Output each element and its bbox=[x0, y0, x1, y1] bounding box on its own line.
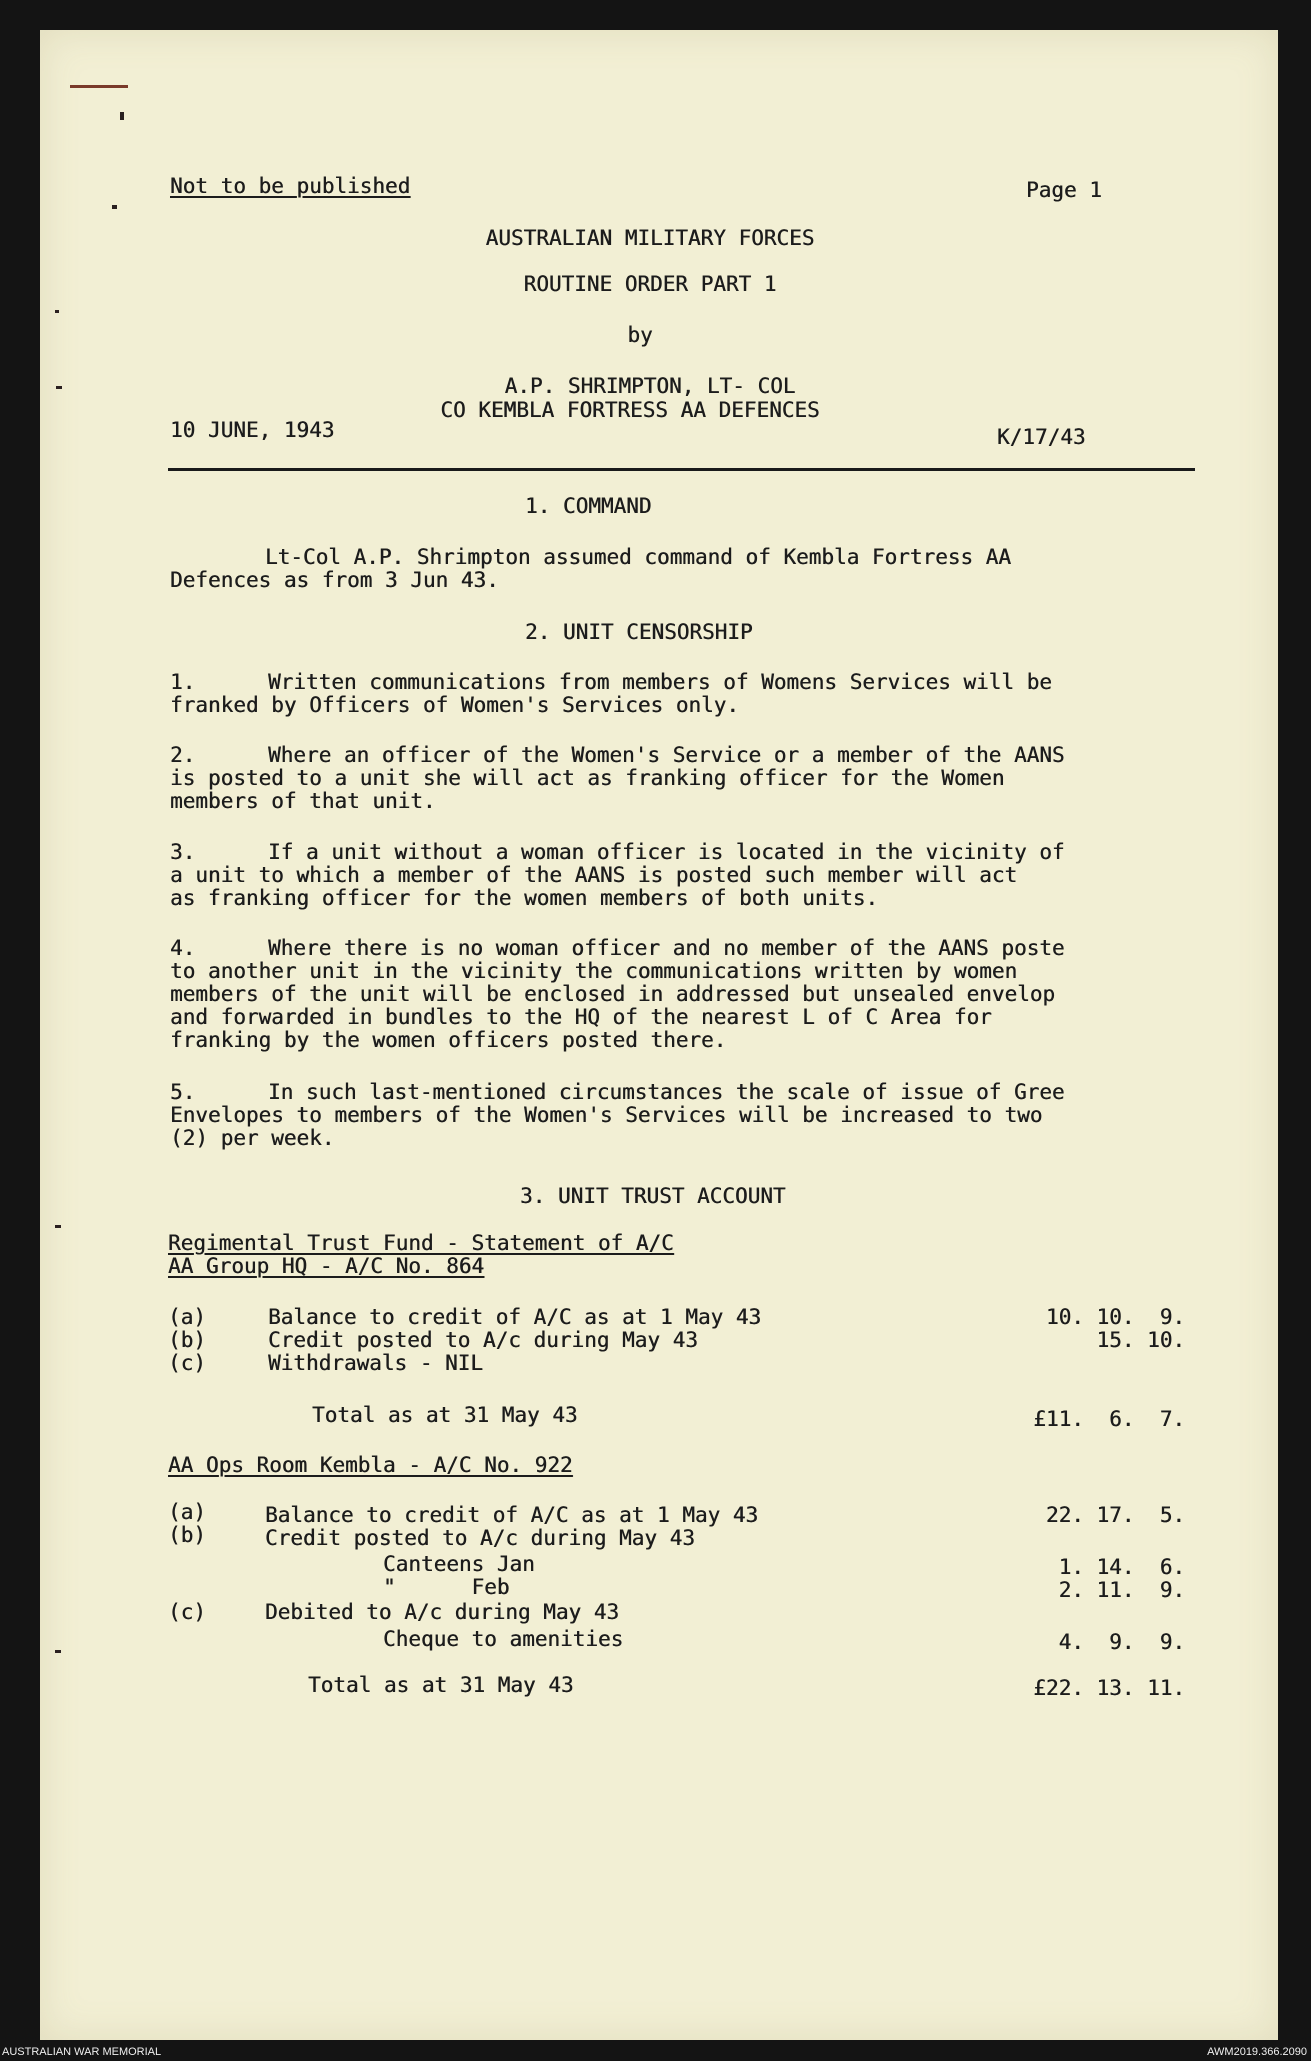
paragraph-text: In such last-mentioned circumstances the scale of issue of Gree bbox=[268, 1080, 1065, 1104]
order-title: ROUTINE ORDER PART 1 bbox=[523, 272, 777, 296]
entry-amount: 15. 10. bbox=[1096, 1328, 1185, 1352]
header-rule bbox=[168, 468, 1195, 471]
entry-label: (a) bbox=[168, 1500, 206, 1524]
paragraph-text: franked by Officers of Women's Services only. bbox=[170, 693, 739, 717]
section-1-text: Defences as from 3 Jun 43. bbox=[170, 568, 499, 592]
by-line: by bbox=[627, 323, 653, 347]
paragraph-number: 4. bbox=[170, 936, 196, 960]
fund-heading: Regimental Trust Fund - Statement of A/C bbox=[168, 1231, 674, 1255]
paragraph-number: 1. bbox=[170, 670, 196, 694]
entry-label: (b) bbox=[168, 1328, 206, 1352]
entry-text: Credit posted to A/c during May 43 bbox=[268, 1328, 698, 1352]
paragraph-text: franking by the women officers posted there. bbox=[170, 1028, 727, 1052]
total-label: Total as at 31 May 43 bbox=[308, 1673, 574, 1697]
restriction-notice: Not to be published bbox=[170, 174, 411, 198]
archive-credit: AUSTRALIAN WAR MEMORIAL bbox=[2, 2046, 162, 2058]
account-heading: AA Ops Room Kembla - A/C No. 922 bbox=[168, 1453, 573, 1477]
paragraph-text: Where an officer of the Women's Service or a member of the AANS bbox=[268, 743, 1065, 767]
total-amount: £11. 6. 7. bbox=[1033, 1407, 1185, 1431]
paragraph-text: is posted to a unit she will act as franking officer for the Women bbox=[170, 766, 1005, 790]
paragraph-text: a unit to which a member of the AANS is posted such member will act bbox=[170, 863, 1018, 887]
page-number: Page 1 bbox=[1026, 178, 1102, 202]
paragraph-text: members of the unit will be enclosed in addressed but unsealed envelop bbox=[170, 982, 1056, 1006]
order-date: 10 JUNE, 1943 bbox=[170, 418, 335, 442]
entry-amount: 22. 17. 5. bbox=[1045, 1503, 1185, 1527]
entry-amount: 10. 10. 9. bbox=[1045, 1305, 1185, 1329]
section-2-heading: 2. UNIT CENSORSHIP bbox=[525, 620, 753, 644]
paragraph-text: (2) per week. bbox=[170, 1126, 335, 1150]
entry-amount: 4. 9. 9. bbox=[1058, 1630, 1185, 1654]
entry-label: (a) bbox=[168, 1305, 206, 1329]
order-reference: K/17/43 bbox=[997, 425, 1086, 449]
entry-amount: 2. 11. 9. bbox=[1058, 1578, 1185, 1602]
account-heading: AA Group HQ - A/C No. 864 bbox=[168, 1254, 485, 1278]
total-label: Total as at 31 May 43 bbox=[312, 1403, 578, 1427]
paragraph-text: and forwarded in bundles to the HQ of the nearest L of C Area for bbox=[170, 1005, 992, 1029]
paragraph-number: 5. bbox=[170, 1080, 196, 1104]
margin-hole-mark bbox=[55, 310, 59, 313]
section-1-text: Lt-Col A.P. Shrimpton assumed command of Kembla Fortress AA bbox=[265, 545, 1011, 569]
organisation-title: AUSTRALIAN MILITARY FORCES bbox=[485, 226, 815, 250]
item-identifier: AWM2019.366.2090 bbox=[1207, 2046, 1307, 2058]
paragraph-number: 2. bbox=[170, 743, 196, 767]
section-1-heading: 1. COMMAND bbox=[525, 494, 652, 518]
paragraph-text: members of that unit. bbox=[170, 789, 436, 813]
paragraph-text: to another unit in the vicinity the communications written by women bbox=[170, 959, 1018, 983]
margin-hole-mark bbox=[120, 112, 124, 120]
officer-name: A.P. SHRIMPTON, LT- COL bbox=[504, 374, 796, 398]
paragraph-text: If a unit without a woman officer is located in the vicinity of bbox=[268, 840, 1065, 864]
section-3-heading: 3. UNIT TRUST ACCOUNT bbox=[520, 1184, 786, 1208]
entry-label: (c) bbox=[168, 1600, 206, 1624]
margin-pin-mark bbox=[70, 85, 128, 88]
entry-label: (b) bbox=[168, 1523, 206, 1547]
paragraph-text: Envelopes to members of the Women's Services will be increased to two bbox=[170, 1103, 1043, 1127]
entry-text: Canteens Jan bbox=[383, 1552, 535, 1576]
entry-text: Balance to credit of A/C as at 1 May 43 bbox=[268, 1305, 762, 1329]
margin-hole-mark bbox=[55, 1225, 61, 1228]
margin-hole-mark bbox=[112, 205, 117, 209]
margin-hole-mark bbox=[56, 386, 62, 389]
entry-label: (c) bbox=[168, 1351, 206, 1375]
paragraph-text: as franking officer for the women members of both units. bbox=[170, 886, 879, 910]
entry-text: Cheque to amenities bbox=[383, 1627, 624, 1651]
officer-appointment: CO KEMBLA FORTRESS AA DEFENCES bbox=[440, 398, 820, 422]
entry-text: Debited to A/c during May 43 bbox=[265, 1600, 620, 1624]
paragraph-text: Written communications from members of Womens Services will be bbox=[268, 670, 1052, 694]
margin-hole-mark bbox=[55, 1650, 61, 1653]
total-amount: £22. 13. 11. bbox=[1033, 1676, 1185, 1700]
entry-text: Balance to credit of A/C as at 1 May 43 bbox=[265, 1503, 759, 1527]
paragraph-text: Where there is no woman officer and no member of the AANS poste bbox=[268, 936, 1065, 960]
paragraph-number: 3. bbox=[170, 840, 196, 864]
entry-text: Credit posted to A/c during May 43 bbox=[265, 1526, 695, 1550]
entry-text: Withdrawals - NIL bbox=[268, 1351, 483, 1375]
entry-text: " Feb bbox=[383, 1575, 510, 1599]
entry-amount: 1. 14. 6. bbox=[1058, 1555, 1185, 1579]
